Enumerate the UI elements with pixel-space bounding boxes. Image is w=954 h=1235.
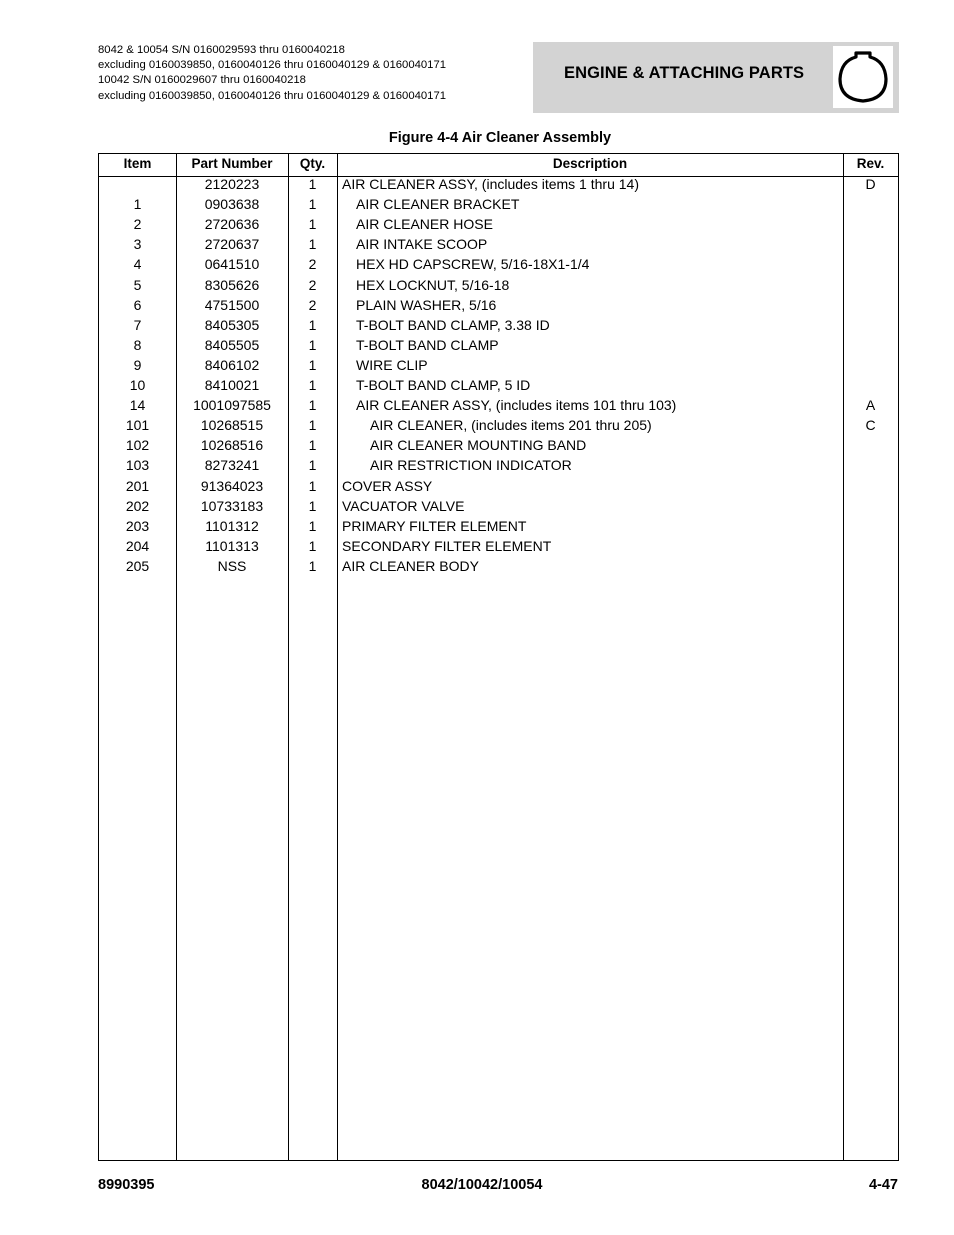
- table-row: [99, 216, 898, 236]
- item-cell: 201: [125, 477, 150, 494]
- part-number-cell: 10733183: [200, 497, 264, 514]
- qty-cell: 1: [308, 477, 317, 494]
- qty-cell: 1: [308, 537, 317, 554]
- item-cell: 102: [125, 437, 150, 454]
- table-row: [99, 297, 898, 317]
- part-number-cell: 8410021: [204, 377, 260, 393]
- description-cell: COVER ASSY: [342, 477, 433, 494]
- description-cell: AIR CLEANER, (includes items 201 thru 205): [370, 417, 652, 434]
- qty-cell: 1: [308, 336, 317, 353]
- description-cell: VACUATOR VALVE: [342, 497, 465, 514]
- serial-number-block: [98, 43, 446, 104]
- table-row: [99, 417, 898, 437]
- item-cell: 3: [133, 236, 142, 253]
- part-number-cell: 91364023: [200, 477, 264, 494]
- item-cell: 9: [133, 356, 142, 373]
- column-header-qty: Qty.: [299, 156, 326, 171]
- column-header-part-number: Part Number: [191, 156, 273, 171]
- part-number-cell: 1101312: [205, 517, 259, 534]
- description-cell: HEX HD CAPSCREW, 5/16-18X1-1/4: [356, 256, 590, 273]
- qty-cell: 1: [308, 417, 317, 434]
- qty-cell: 2: [308, 256, 317, 273]
- part-number-cell: 0641510: [204, 256, 260, 273]
- part-number-cell: 2720636: [204, 216, 260, 233]
- part-number-cell: 8305626: [204, 276, 260, 293]
- figure-title: Figure 4-4 Air Cleaner Assembly: [388, 130, 612, 146]
- table-row: [99, 457, 898, 477]
- part-number-cell: 8405305: [204, 316, 260, 333]
- description-cell: AIR CLEANER MOUNTING BAND: [370, 437, 587, 454]
- part-number-cell: NSS: [217, 557, 247, 574]
- qty-cell: 1: [308, 377, 317, 393]
- part-number-cell: 8405505: [204, 336, 260, 353]
- description-cell: AIR CLEANER ASSY, (includes items 1 thru 14): [342, 176, 639, 192]
- part-number-cell: 8406102: [204, 356, 260, 373]
- footer-model-numbers: 8042/10042/10054: [421, 1177, 543, 1193]
- table-row: [99, 196, 898, 216]
- qty-cell: 1: [308, 216, 317, 233]
- rev-cell: C: [865, 417, 876, 434]
- description-cell: T-BOLT BAND CLAMP, 3.38 ID: [356, 316, 550, 333]
- table-row: [99, 437, 898, 457]
- part-number-cell: 8273241: [204, 457, 260, 474]
- part-number-cell: 0903638: [204, 196, 260, 213]
- qty-cell: 1: [308, 196, 317, 213]
- item-cell: 5: [133, 276, 142, 293]
- qty-cell: 1: [308, 176, 317, 192]
- description-cell: AIR CLEANER ASSY, (includes items 101 thru 103): [356, 397, 677, 414]
- description-cell: AIR RESTRICTION INDICATOR: [370, 457, 572, 474]
- table-row: [99, 236, 898, 256]
- table-row: [99, 277, 898, 297]
- rev-cell: A: [865, 397, 876, 414]
- item-cell: 7: [133, 316, 142, 333]
- description-cell: PLAIN WASHER, 5/16: [356, 296, 497, 313]
- part-number-cell: 1101313: [205, 537, 259, 554]
- table-row: [99, 498, 898, 518]
- description-cell: T-BOLT BAND CLAMP: [356, 336, 499, 353]
- part-number-cell: 4751500: [204, 296, 260, 313]
- description-cell: PRIMARY FILTER ELEMENT: [342, 517, 527, 534]
- qty-cell: 1: [308, 236, 317, 253]
- description-cell: AIR CLEANER BRACKET: [356, 196, 520, 213]
- table-row: [99, 377, 898, 397]
- part-number-cell: 10268516: [200, 437, 264, 454]
- table-row: [99, 337, 898, 357]
- qty-cell: 1: [308, 457, 317, 474]
- item-cell: 8: [133, 336, 142, 353]
- description-cell: T-BOLT BAND CLAMP, 5 ID: [356, 377, 531, 393]
- serial-line: 8042 & 10054 S/N 0160029593 thru 0160040218: [98, 44, 345, 56]
- description-cell: WIRE CLIP: [356, 356, 428, 373]
- serial-line: excluding 0160039850, 0160040126 thru 0160040129 & 0160040171: [98, 89, 447, 102]
- part-number-cell: 2120223: [204, 176, 260, 192]
- table-row: [99, 397, 898, 417]
- part-number-cell: 10268515: [200, 417, 264, 434]
- item-cell: 1: [133, 196, 142, 213]
- item-cell: 4: [133, 256, 142, 273]
- section-header: [533, 42, 899, 113]
- table-row: [99, 357, 898, 377]
- description-cell: AIR INTAKE SCOOP: [356, 236, 488, 253]
- item-cell: 103: [125, 457, 150, 474]
- column-header-rev: Rev.: [856, 156, 885, 171]
- item-cell: 202: [125, 497, 150, 514]
- table-row: [99, 518, 898, 538]
- rev-cell: D: [865, 176, 876, 192]
- description-cell: HEX LOCKNUT, 5/16-18: [356, 276, 510, 293]
- item-cell: 14: [129, 397, 146, 414]
- description-cell: SECONDARY FILTER ELEMENT: [342, 537, 552, 554]
- footer-document-number: 8990395: [98, 1177, 155, 1193]
- part-number-cell: 2720637: [204, 236, 260, 253]
- item-cell: 205: [125, 557, 150, 574]
- column-header-description: Description: [552, 156, 628, 171]
- item-cell: 10: [129, 377, 146, 393]
- item-cell: 203: [125, 517, 150, 534]
- part-number-cell: 1001097585: [193, 397, 271, 414]
- table-row: [99, 317, 898, 337]
- qty-cell: 1: [308, 557, 317, 574]
- parts-table: [98, 153, 899, 1161]
- table-row: [99, 176, 898, 196]
- qty-cell: 1: [308, 356, 317, 373]
- table-row: [99, 558, 898, 578]
- column-header-item: Item: [123, 156, 152, 171]
- item-cell: 2: [133, 216, 142, 233]
- item-cell: 6: [133, 296, 142, 313]
- engine-outline-icon: [833, 46, 893, 108]
- description-cell: AIR CLEANER BODY: [342, 557, 479, 574]
- serial-line: excluding 0160039850, 0160040126 thru 0160040129 & 0160040171: [98, 59, 447, 72]
- item-cell: 101: [125, 417, 150, 434]
- serial-line: 10042 S/N 0160029607 thru 0160040218: [98, 74, 306, 87]
- qty-cell: 1: [308, 437, 317, 454]
- qty-cell: 2: [308, 276, 317, 293]
- qty-cell: 1: [308, 397, 317, 414]
- table-row: [99, 256, 898, 276]
- table-row: [99, 538, 898, 558]
- qty-cell: 1: [308, 517, 317, 534]
- table-row: [99, 478, 898, 498]
- item-cell: 204: [125, 537, 150, 554]
- description-cell: AIR CLEANER HOSE: [356, 216, 493, 233]
- qty-cell: 1: [308, 497, 317, 514]
- footer-page-number: 4-47: [868, 1177, 898, 1193]
- qty-cell: 2: [308, 296, 317, 313]
- qty-cell: 1: [308, 316, 317, 333]
- section-title: ENGINE & ATTACHING PARTS: [564, 64, 805, 82]
